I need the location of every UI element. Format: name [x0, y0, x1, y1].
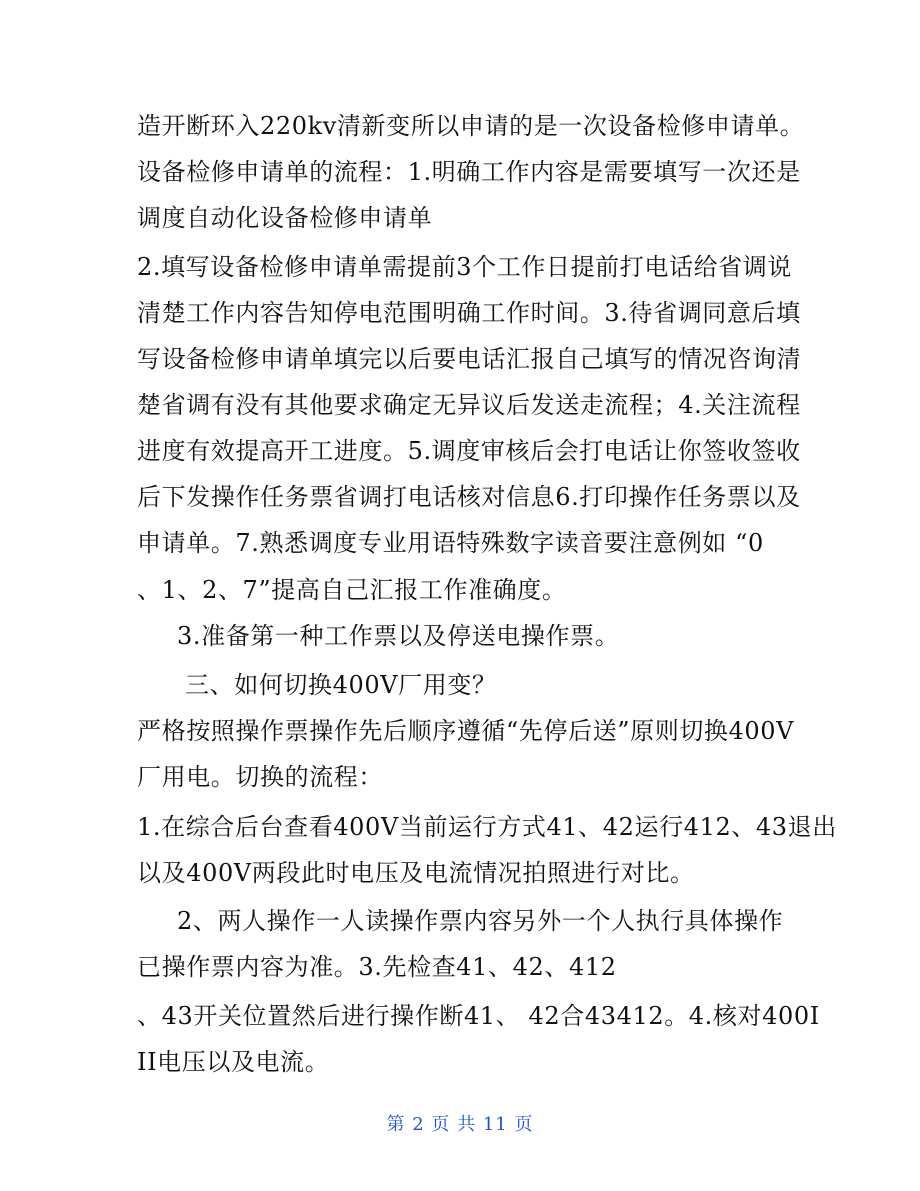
paragraph-line: 2、两人操作一人读操作票内容另外一个人执行具体操作 [177, 907, 784, 935]
paragraph-line: 申请单。7.熟悉调度专业用语特殊数字读音要注意例如 “0 [137, 529, 764, 557]
page-number-footer: 第 2 页 共 11 页 [386, 1114, 534, 1135]
paragraph-line: 进度有效提高开工进度。5.调度审核后会打电话让你签收签收 [137, 437, 801, 465]
paragraph-line: 厂用电。切换的流程： [137, 763, 383, 791]
paragraph-line: 3.准备第一种工作票以及停送电操作票。 [177, 622, 620, 650]
paragraph-line: 1.在综合后台查看400V当前运行方式41、42运行412、43退出 [137, 813, 837, 841]
paragraph-line: 、43开关位置然后进行操作断41、 42合43412。4.核对400I [137, 1002, 820, 1030]
paragraph-line: 楚省调有没有其他要求确定无异议后发送走流程；4.关注流程 [137, 391, 801, 419]
section-heading: 三、如何切换400V厂用变？ [185, 671, 497, 699]
paragraph-line: II电压以及电流。 [137, 1048, 330, 1076]
paragraph-line: 清楚工作内容告知停电范围明确工作时间。3.待省调同意后填 [137, 299, 801, 327]
paragraph-line: 造开断环入220kv清新变所以申请的是一次设备检修申请单。 [137, 112, 805, 140]
paragraph-line: 、1、2、7”提高自己汇报工作准确度。 [137, 576, 567, 604]
paragraph-line: 已操作票内容为准。3.先检查41、42、412 [137, 953, 617, 981]
paragraph-line: 以及400V两段此时电压及电流情况拍照进行对比。 [137, 859, 695, 887]
paragraph-line: 设备检修申请单的流程：1.明确工作内容是需要填写一次还是 [137, 158, 801, 186]
paragraph-line: 写设备检修申请单填完以后要电话汇报自己填写的情况咨询清 [137, 345, 802, 373]
paragraph-line: 2.填写设备检修申请单需提前3个工作日提前打电话给省调说 [137, 253, 792, 281]
paragraph-line: 严格按照操作票操作先后顺序遵循“先停后送”原则切换400V [137, 717, 795, 745]
paragraph-line: 调度自动化设备检修申请单 [137, 204, 433, 232]
paragraph-line: 后下发操作任务票省调打电话核对信息6.打印操作任务票以及 [137, 483, 801, 511]
